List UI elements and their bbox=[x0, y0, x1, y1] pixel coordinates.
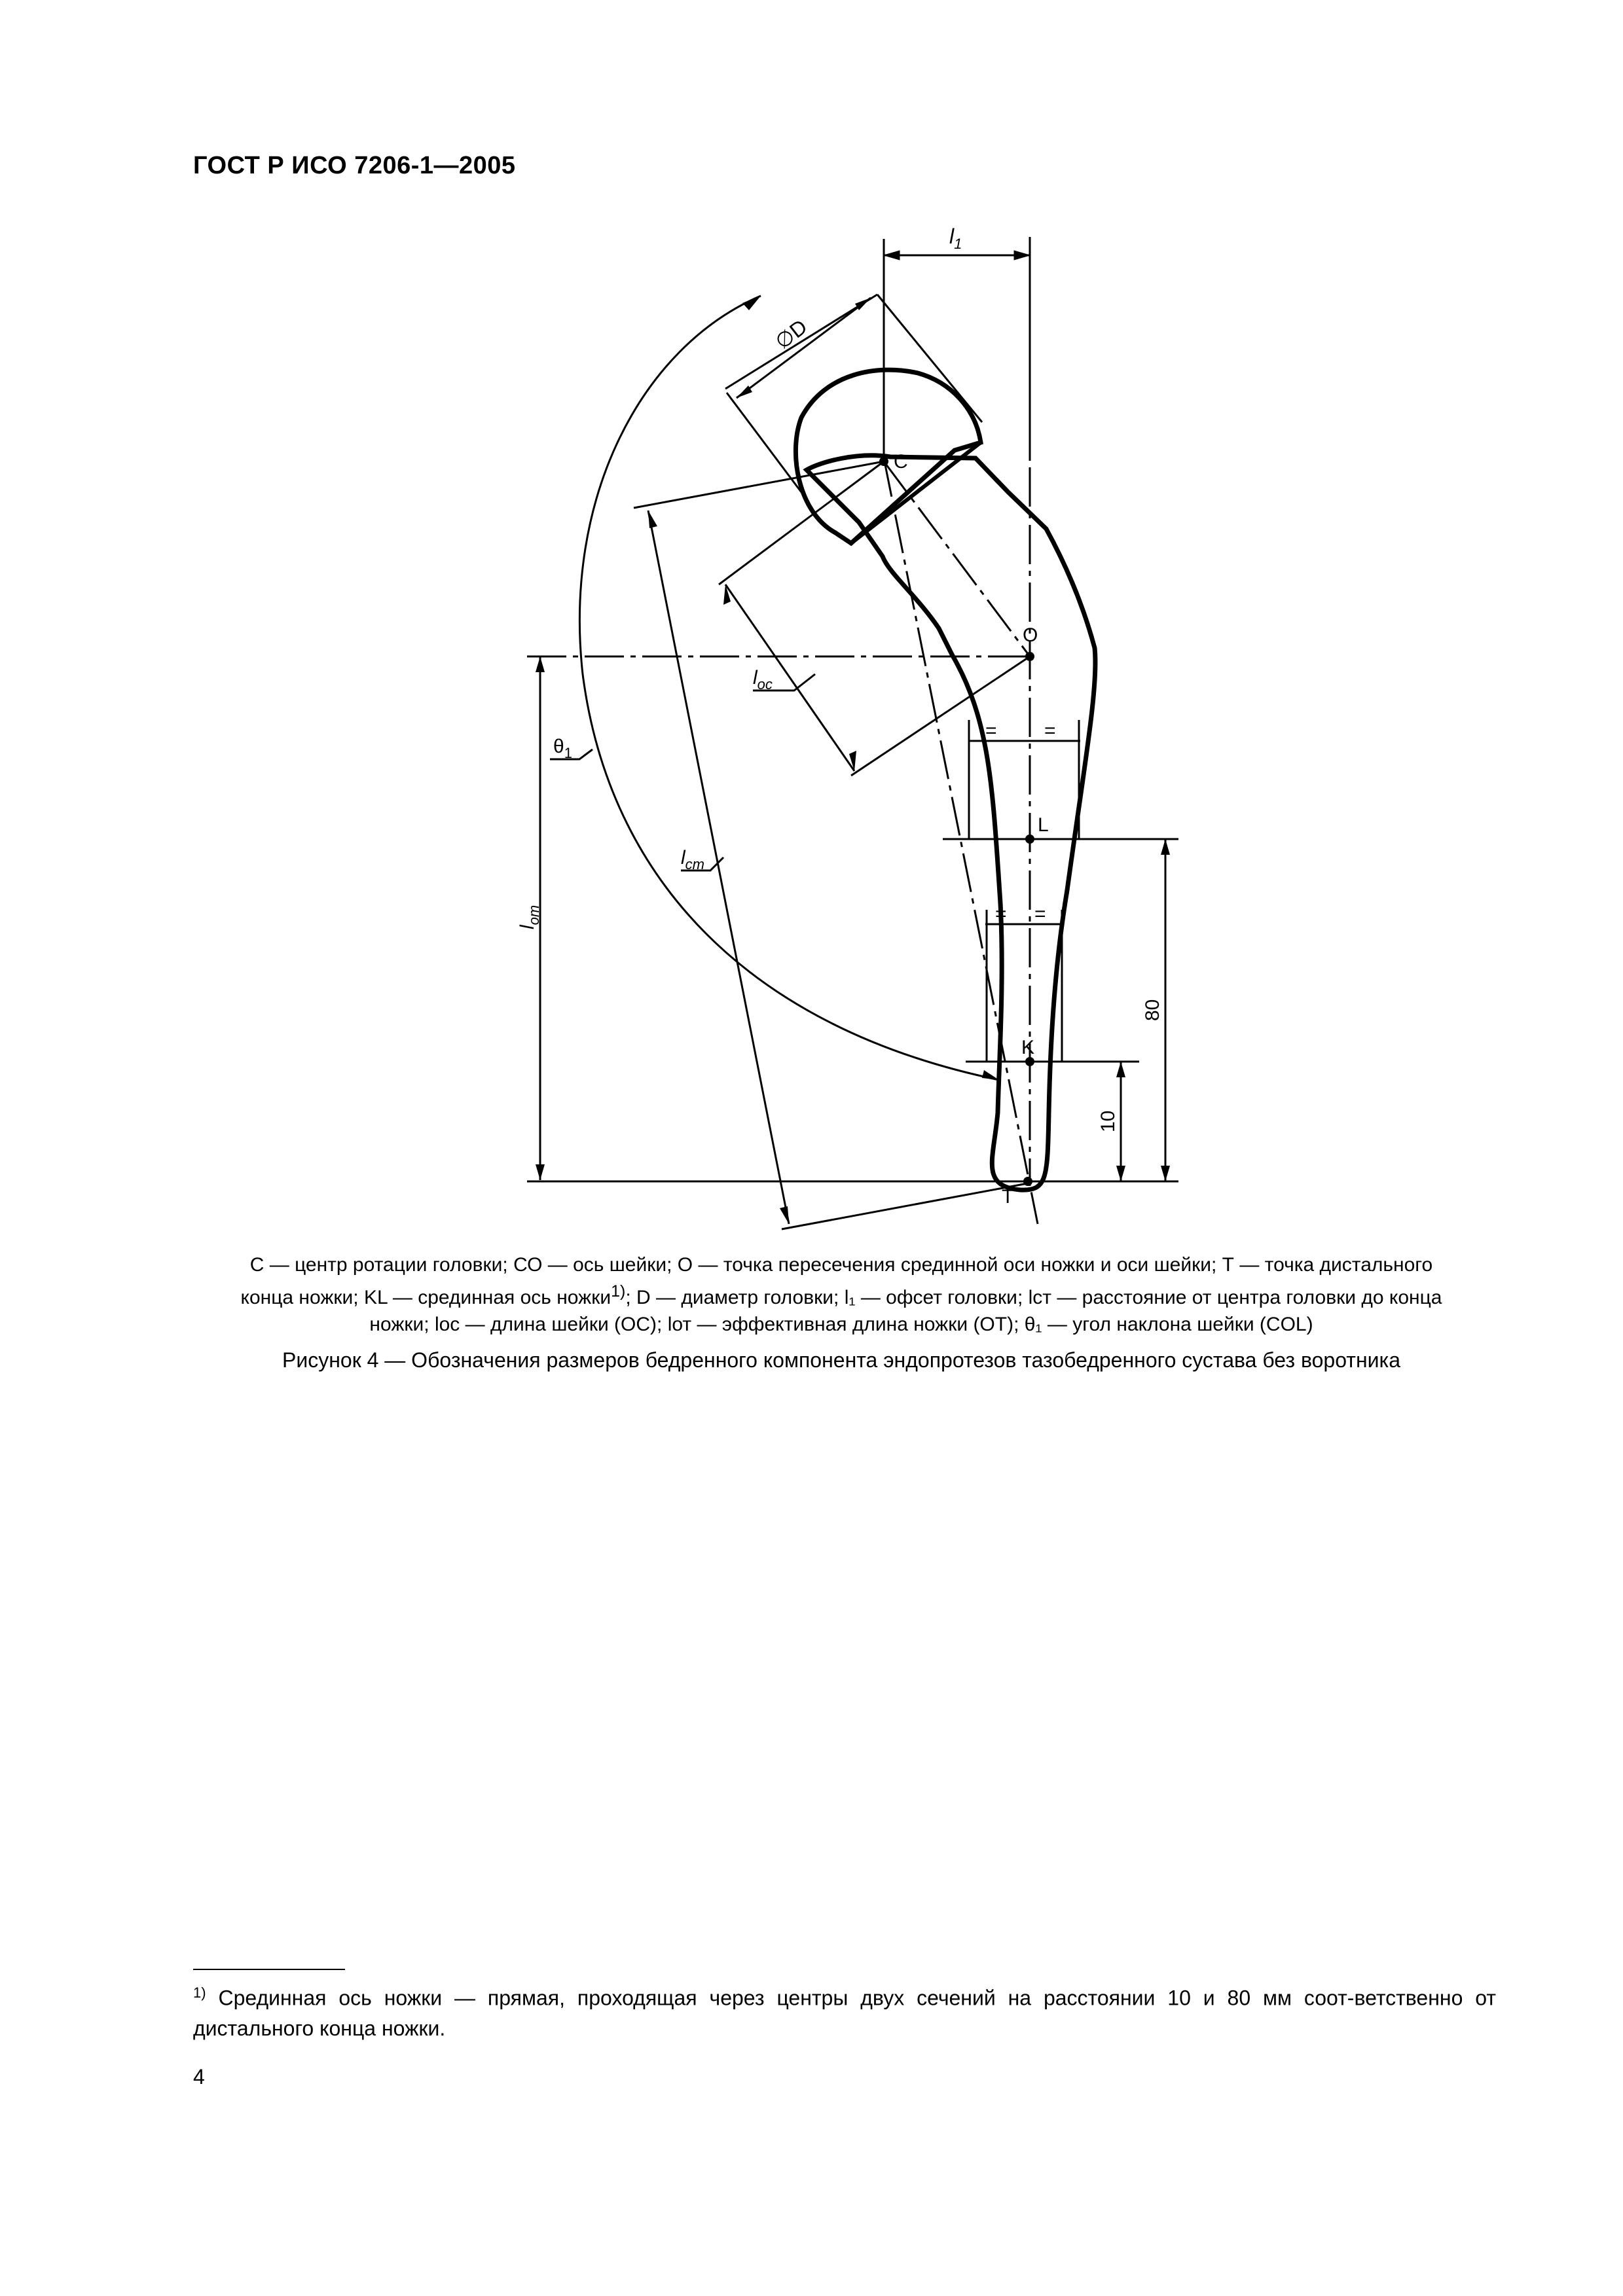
label-dim-10: 10 bbox=[1097, 1110, 1119, 1132]
label-l1: $l_1$ bbox=[949, 224, 962, 252]
legend-line-3: ножки; lос — длина шейки (ОС); lот — эффективная длина ножки (ОТ); θ₁ — угол наклона шейки (COL) bbox=[369, 1314, 1313, 1335]
label-lct: $l_{ст}$ bbox=[681, 847, 704, 872]
point-K bbox=[1025, 1057, 1034, 1066]
point-L bbox=[1025, 834, 1034, 844]
point-C bbox=[879, 457, 888, 466]
label-theta1: $\theta_1$ bbox=[553, 736, 572, 761]
figure-caption: Рисунок 4 — Обозначения размеров бедренного компонента эндопротезов тазобедренного сустава без воротника bbox=[282, 1348, 1400, 1372]
label-lot: $l_{от}$ bbox=[517, 905, 542, 929]
stem-median-axis bbox=[884, 458, 1038, 1224]
stem-outline bbox=[807, 456, 1095, 1190]
D-dimension-line bbox=[737, 298, 871, 398]
legend-line-2: конца ножки; KL — срединная ось ножки$^{1)}$; D — диаметр головки; l₁ — офсет головки; lст — расстояние от центра головки до конца bbox=[240, 1282, 1442, 1308]
document-header: ГОСТ Р ИСО 7206-1—2005 bbox=[193, 152, 516, 179]
lct-dimension-line bbox=[648, 511, 789, 1224]
label-eq-4: = bbox=[1034, 903, 1046, 925]
label-K: K bbox=[1021, 1037, 1035, 1058]
label-eq-1: = bbox=[985, 720, 997, 742]
figure-legend bbox=[170, 1251, 1512, 1338]
point-O bbox=[1025, 652, 1034, 661]
legend-line-1: С — центр ротации головки; СО — ось шейки; О — точка пересечения срединной оси ножки и оси шейки; Т — точка дистального bbox=[249, 1254, 1433, 1276]
label-D: ∅D bbox=[771, 314, 812, 354]
label-dim-80: 80 bbox=[1142, 999, 1163, 1021]
page-number: 4 bbox=[193, 2065, 205, 2089]
label-eq-3: = bbox=[995, 903, 1007, 925]
label-T: T bbox=[1002, 1186, 1014, 1208]
label-C: C bbox=[894, 451, 908, 473]
point-T bbox=[1023, 1177, 1032, 1186]
theta1-arc bbox=[579, 296, 999, 1080]
label-loc: $l_{oc}$ bbox=[753, 667, 773, 692]
label-L: L bbox=[1038, 814, 1049, 836]
label-eq-2: = bbox=[1044, 720, 1056, 742]
footnote-separator bbox=[193, 1969, 345, 1970]
loc-dimension-line bbox=[725, 584, 854, 771]
footnote: $^{1)}$ Срединная ось ножки — прямая, проходящая через центры двух сечений на расстоянии 10 и 80 мм соот-ветственно от дистального конца ножки. bbox=[193, 1984, 1497, 2040]
label-O: O bbox=[1023, 624, 1038, 646]
